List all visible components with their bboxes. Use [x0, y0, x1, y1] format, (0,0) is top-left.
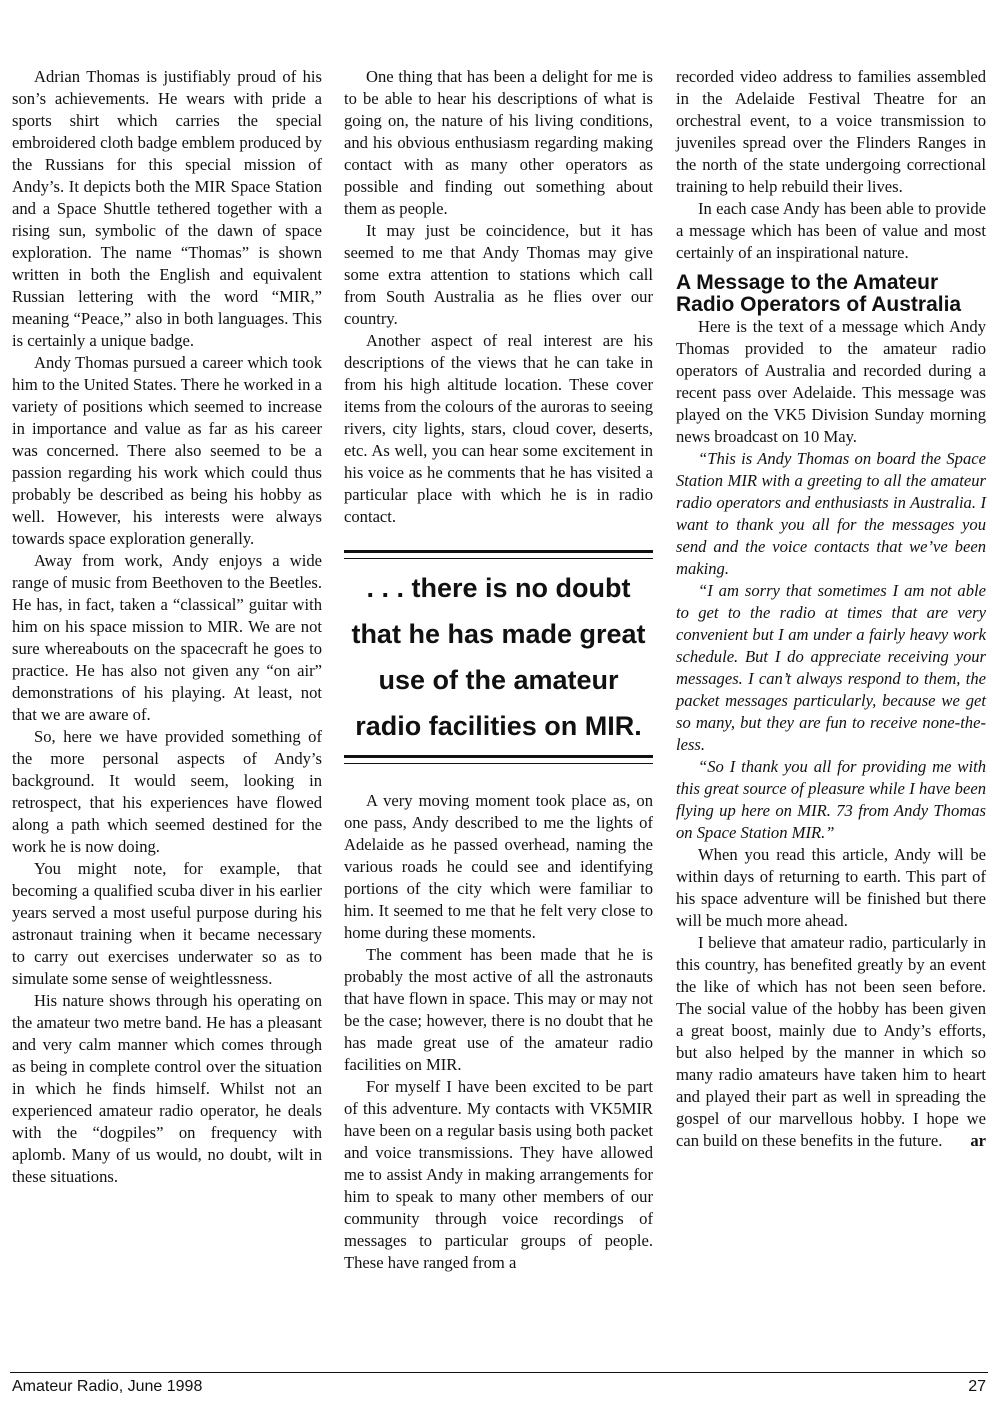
- column-2: [344, 66, 653, 1274]
- pull-quote-bottom-rule: [344, 755, 653, 764]
- paragraph: Adrian Thomas is justifiably proud of his son’s achievements. He wears with pride a sports shirt which carries the special embroidered cloth badge emblem produced by the Russians for this special mission of Andy’s. It depicts both the MIR Space Station and a Space Shuttle tethered together with a rising sun, symbolic of the dawn of space exploration. The name “Thomas” is shown written in both the English and equivalent Russian lettering with the word “MIR,” meaning “Peace,” also in both languages. This is certainly a unique badge.: [12, 67, 322, 350]
- footer-publication: Amateur Radio, June 1998: [12, 1378, 203, 1395]
- column-1: [12, 66, 322, 1188]
- paragraph: recorded video address to families assembled in the Adelaide Festival Theatre for an orchestral event, to a voice transmission to juveniles spread over the Flinders Ranges in the north of the state undergoing correctional training to help rebuild their lives.: [676, 67, 986, 196]
- pull-quote: [344, 550, 653, 764]
- pull-quote-line: use of the amateur: [378, 665, 619, 695]
- paragraph: Away from work, Andy enjoys a wide range of music from Beethoven to the Beetles. He has, in fact, taken a “classical” guitar with him on his space mission to MIR. We are not sure whereabouts on the spacecraft he goes to practice. He has also not given any “on air” demonstrations of his playing. At least, not that we are aware of.: [12, 551, 322, 724]
- pull-quote-line: that he has made great: [351, 619, 646, 649]
- end-mark: ar: [970, 1131, 986, 1150]
- paragraph: So, here we have provided something of the more personal aspects of Andy’s background. It would seem, looking in retrospect, that his experiences have flowed along a path which seemed destined for the work he is now doing.: [12, 727, 322, 856]
- paragraph-text: I believe that amateur radio, particularly in this country, has benefited greatly by an event the like of which has not been seen before. The social value of the hobby has been given a great boost, mainly due to Andy’s efforts, but also helped by the manner in which so many radio amateurs have taken him to heart and played their part as well in spreading the gospel of our marvellous hobby. I hope we can build on these benefits in the future.: [676, 933, 986, 1150]
- paragraph: When you read this article, Andy will be within days of returning to earth. This part of his space adventure will be finished but there will be much more ahead.: [676, 845, 986, 930]
- paragraph: For myself I have been excited to be part of this adventure. My contacts with VK5MIR have been on a regular basis using both packet and voice transmissions. They have allowed me to assist Andy in making arrangements for him to speak to many other members of our community through voice recordings of messages to particular groups of people. These have ranged from a: [344, 1077, 653, 1272]
- paragraph: Another aspect of real interest are his descriptions of the views that he can take in from his high altitude location. These cover items from the colours of the auroras to seeing rivers, city lights, stars, cloud cover, deserts, etc. As well, you can hear some excitement in his voice as he comments that he has visited a particular place with which he is in radio contact.: [344, 331, 653, 526]
- pull-quote-text: [344, 559, 653, 755]
- pull-quote-line: . . . there is no doubt: [366, 573, 631, 603]
- page-number: 27: [968, 1378, 986, 1395]
- paragraph: His nature shows through his operating on the amateur two metre band. He has a pleasant and very calm manner which comes through as being in complete control over the situation in which he finds himself. Whilst not an experienced amateur radio operator, he deals with the “dogpiles” on frequency with aplomb. Many of us would, no doubt, wilt in these situations.: [12, 991, 322, 1186]
- paragraph: Here is the text of a message which Andy Thomas provided to the amateur radio operators of Australia and recorded during a recent pass over Adelaide. This message was played on the VK5 Division Sunday morning news broadcast on 10 May.: [676, 317, 986, 446]
- paragraph: One thing that has been a delight for me is to be able to hear his descriptions of what is going on, the nature of his living conditions, and his obvious enthusiasm regarding making contact with as many other operators as possible and finding out something about them as people.: [344, 67, 653, 218]
- footer-rule: [10, 1372, 988, 1373]
- column-3: [676, 66, 986, 1152]
- quoted-message: “So I thank you all for providing me with this great source of pleasure while I have been flying up here on MIR. 73 from Andy Thomas on Space Station MIR.”: [676, 757, 986, 842]
- paragraph: In each case Andy has been able to provide a message which has been of value and most certainly of an inspirational nature.: [676, 199, 986, 262]
- paragraph: Andy Thomas pursued a career which took him to the United States. There he worked in a variety of positions which seemed to increase in importance and value as far as his career was concerned. There also seemed to be a passion regarding his work which could thus probably be described as being his hobby as well. However, his interests were always towards space exploration generally.: [12, 353, 322, 548]
- paragraph: You might note, for example, that becoming a qualified scuba diver in his earlier years served a most useful purpose during his astronaut training when it became necessary to carry out exercises underwater so as to simulate some sense of weightlessness.: [12, 859, 322, 988]
- quoted-message: “I am sorry that sometimes I am not able to get to the radio at times that are very convenient but I am under a fairly heavy work schedule. But I do appreciate receiving your messages. I can’t always respond to them, the packet messages particularly, because we get so many, but they are fun to receive none-the-less.: [676, 581, 986, 754]
- pull-quote-top-rule: [344, 550, 653, 559]
- paragraph: It may just be coincidence, but it has seemed to me that Andy Thomas may give some extra attention to stations which call from South Australia as he flies over our country.: [344, 221, 653, 328]
- pull-quote-line: radio facilities on MIR.: [355, 711, 642, 741]
- paragraph: The comment has been made that he is probably the most active of all the astronauts that have flown in space. This may or may not be the case; however, there is no doubt that he has made great use of the amateur radio facilities on MIR.: [344, 945, 653, 1074]
- section-heading: A Message to the Amateur Radio Operators of Australia: [676, 271, 962, 316]
- quoted-message: “This is Andy Thomas on board the Space Station MIR with a greeting to all the amateur radio operators and enthusiasts in Australia. I want to thank you all for the messages you send and the voice contacts that we’ve been making.: [676, 449, 986, 578]
- paragraph: A very moving moment took place as, on one pass, Andy described to me the lights of Adelaide as he passed overhead, naming the various roads he could see and identifying portions of the city which were familiar to him. It seemed to me that he felt very close to home during these moments.: [344, 791, 653, 942]
- paragraph: [676, 932, 986, 1152]
